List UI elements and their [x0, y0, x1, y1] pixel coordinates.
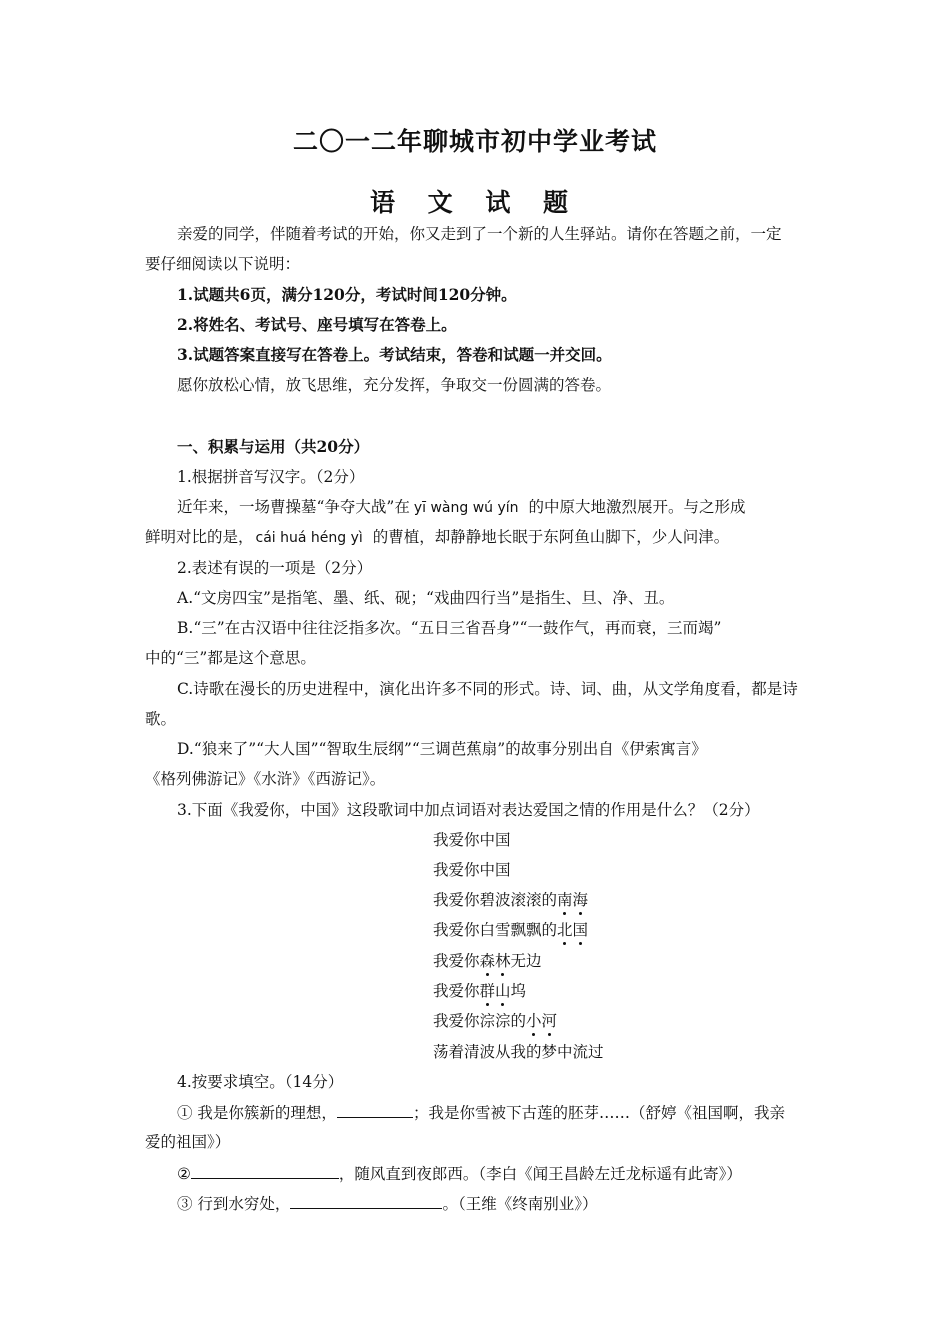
- emphasis-dot-char: 北: [557, 921, 573, 939]
- intro-wish: 愿你放松心情，放飞思维，充分发挥，争取交一份圆满的答卷。: [177, 376, 612, 394]
- q4-item-2-text-b: ，随风直到夜郎西。（李白《闻王昌龄左迁龙标遥有此寄》）: [338, 1165, 742, 1183]
- dotted-word-beiguo: [557, 921, 588, 939]
- q2-option-a: A.“文房四宝”是指笔、墨、纸、砚；“戏曲四行当”是指生、旦、净、丑。: [177, 589, 675, 607]
- answer-blank-1: [337, 1102, 413, 1118]
- q1-pinyin-1: yī wàng wú yín: [413, 500, 519, 516]
- q4-item-1-cont: 爱的祖国》）: [145, 1133, 231, 1151]
- emphasis-dot-char: 群: [479, 982, 496, 1000]
- q4-item-3-text-b: 。（王维《终南别业》）: [442, 1195, 598, 1213]
- question-1-para-1: [177, 497, 817, 518]
- intro-line-1: 亲爱的同学，伴随着考试的开始，你又走到了一个新的人生驿站。请你在答题之前，一定: [177, 225, 782, 243]
- poem-line-3: [433, 890, 588, 910]
- instruction-3: 3.试题答案直接写在答卷上。考试结束，答卷和试题一并交回。: [177, 345, 612, 364]
- poem-text: 我爱你: [433, 982, 480, 1000]
- dotted-word-senlin: [480, 952, 511, 970]
- q4-item-3-text-a: ③ 行到水穷处，: [177, 1195, 291, 1213]
- poem-text: 坞: [510, 982, 527, 1000]
- emphasis-dot-char: 森: [479, 952, 496, 970]
- q4-item-1-text-b: ；我是你雪被下古莲的胚芽……（舒婷《祖国啊，我亲: [412, 1104, 785, 1122]
- poem-line-7: [433, 1011, 557, 1031]
- poem-line-1: 我爱你中国: [433, 831, 511, 849]
- section-heading: 一、积累与运用（共20分）: [177, 437, 370, 456]
- emphasis-dot-char: 山: [495, 982, 511, 1000]
- dotted-word-nanhai: [557, 891, 588, 909]
- instruction-2: 2.将姓名、考试号、座号填写在答卷上。: [177, 315, 457, 334]
- q2-option-c-line-2: 歌。: [145, 710, 177, 728]
- q4-item-3: [177, 1193, 817, 1214]
- q4-item-2: [177, 1163, 817, 1184]
- poem-text: 我爱你淙淙的: [433, 1012, 527, 1030]
- poem-line-4: [433, 920, 588, 940]
- q1-text-a: 近年来，一场曹操墓“争夺大战”在: [177, 498, 410, 516]
- poem-line-2: 我爱你中国: [433, 861, 511, 879]
- dotted-word-xiaohe: [526, 1012, 557, 1030]
- q4-item-1: [177, 1102, 817, 1123]
- q4-item-2-text-a: ②: [177, 1165, 191, 1183]
- poem-text: 我爱你白雪飘飘的: [433, 921, 558, 939]
- poem-line-6: [433, 981, 526, 1001]
- poem-text: 我爱你: [433, 952, 480, 970]
- poem-line-8: 荡着清波从我的梦中流过: [433, 1043, 604, 1061]
- emphasis-dot-char: 小: [526, 1012, 542, 1030]
- exam-title: 二〇一二年聊城市初中学业考试: [292, 127, 657, 156]
- question-1-para-2: [145, 527, 815, 548]
- dotted-word-qunshan: [480, 982, 511, 1000]
- poem-text: 我爱你碧波滚滚的: [433, 891, 558, 909]
- intro-line-2: 要仔细阅读以下说明：: [145, 255, 301, 273]
- emphasis-dot-char: 河: [541, 1012, 558, 1030]
- q1-pinyin-2: cái huá héng yì: [255, 530, 363, 546]
- emphasis-dot-char: 南: [557, 891, 573, 909]
- question-2-label: 2.表述有误的一项是（2分）: [177, 559, 373, 577]
- q1-text-c: 鲜明对比的是，: [145, 528, 254, 546]
- question-4-label: 4.按要求填空。（14分）: [177, 1073, 344, 1091]
- answer-blank-2: [191, 1163, 339, 1179]
- emphasis-dot-char: 林: [495, 952, 511, 970]
- q2-option-b-line-2: 中的“三”都是这个意思。: [145, 649, 316, 667]
- q2-option-b-line-1: B.“三”在古汉语中往往泛指多次。“五日三省吾身”“一鼓作气，再而衰，三而竭”: [177, 619, 722, 637]
- q1-text-b: 的中原大地激烈展开。与之形成: [528, 498, 746, 516]
- emphasis-dot-char: 国: [572, 921, 589, 939]
- poem-text: 无边: [510, 952, 542, 970]
- question-3-label: 3.下面《我爱你，中国》这段歌词中加点词语对表达爱国之情的作用是什么？（2分）: [177, 801, 760, 819]
- poem-line-5: [433, 951, 542, 971]
- q2-option-d-line-2: 《格列佛游记》《水浒》《西游记》。: [145, 770, 386, 788]
- instruction-1: 1.试题共6页，满分120分，考试时间120分钟。: [177, 285, 517, 304]
- exam-subtitle: 语 文 试 题: [369, 188, 581, 217]
- q2-option-d-line-1: D.“狼来了”“大人国”“智取生辰纲”“三调芭蕉扇”的故事分别出自《伊索寓言》: [177, 740, 707, 758]
- q1-text-d: 的曹植，却静静地长眠于东阿鱼山脚下，少人问津。: [372, 528, 730, 546]
- q2-option-c-line-1: C.诗歌在漫长的历史进程中，演化出许多不同的形式。诗、词、曲，从文学角度看，都是诗: [177, 680, 798, 698]
- emphasis-dot-char: 海: [572, 891, 589, 909]
- answer-blank-3: [290, 1193, 442, 1209]
- question-1-label: 1.根据拼音写汉字。（2分）: [177, 468, 365, 486]
- q4-item-1-text-a: ① 我是你簇新的理想，: [177, 1104, 337, 1122]
